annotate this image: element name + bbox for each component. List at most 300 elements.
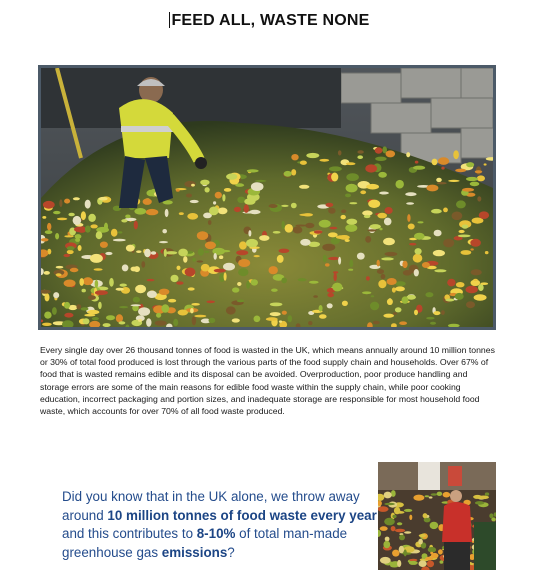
texture-speck xyxy=(395,307,402,312)
texture-speck xyxy=(85,200,91,209)
texture-speck xyxy=(191,184,195,187)
texture-speck xyxy=(338,257,341,265)
texture-speck xyxy=(90,224,97,228)
texture-speck xyxy=(96,231,103,239)
texture-speck xyxy=(329,166,342,171)
texture-speck xyxy=(134,266,140,272)
texture-speck xyxy=(391,526,396,531)
texture-speck xyxy=(466,286,478,294)
texture-speck xyxy=(266,317,278,321)
texture-speck xyxy=(322,244,335,251)
texture-speck xyxy=(147,291,157,298)
texture-speck xyxy=(333,271,338,273)
texture-speck xyxy=(277,255,284,263)
texture-speck xyxy=(173,319,178,327)
texture-speck xyxy=(64,199,70,204)
texture-speck xyxy=(298,278,307,281)
texture-speck xyxy=(53,292,59,298)
texture-speck xyxy=(119,306,128,308)
texture-speck xyxy=(187,213,198,220)
texture-speck xyxy=(319,305,323,312)
texture-speck xyxy=(56,266,64,269)
texture-speck xyxy=(190,200,199,203)
texture-speck xyxy=(404,549,407,556)
texture-speck xyxy=(162,229,167,233)
texture-speck xyxy=(462,188,474,192)
title-text: FEED ALL, WASTE NONE xyxy=(171,12,370,29)
texture-speck xyxy=(443,239,454,248)
texture-speck xyxy=(269,204,278,208)
texture-speck xyxy=(64,235,74,237)
texture-speck xyxy=(385,537,390,542)
texture-speck xyxy=(279,320,282,322)
texture-speck xyxy=(138,307,150,316)
body-paragraph: Every single day over 26 thousand tonnes of food is wasted in the UK, which means annually around 10 million tonnes or 30% of total food produced is lost through the various parts of the food supply chain and households. Over 67% of food that is wasted remains edible and its disposal can be avoided. Overproduction, poor produce handling and storage errors are some of the main reasons for edible food waste within the supply chain, while poor cooking education, incorrect packaging and portion sizes, and inadequate storage are responsible for most household food waste, which accounts for over 70% of all food waste produced. xyxy=(40,345,495,417)
texture-speck xyxy=(143,199,152,205)
texture-speck xyxy=(291,203,297,209)
texture-speck xyxy=(368,200,380,208)
texture-speck xyxy=(106,315,115,320)
texture-speck xyxy=(397,522,402,525)
texture-speck xyxy=(393,312,397,315)
texture-speck xyxy=(393,550,397,553)
texture-speck xyxy=(214,253,217,260)
texture-speck xyxy=(387,278,397,285)
texture-speck xyxy=(438,549,443,554)
texture-speck xyxy=(399,535,405,541)
texture-speck xyxy=(237,197,245,203)
texture-speck xyxy=(485,492,489,495)
texture-speck xyxy=(214,269,226,273)
texture-speck xyxy=(64,254,71,257)
texture-speck xyxy=(425,495,430,497)
texture-speck xyxy=(346,173,359,181)
texture-speck xyxy=(165,251,177,254)
texture-speck xyxy=(84,314,95,317)
texture-speck xyxy=(384,503,395,506)
texture-speck xyxy=(365,236,371,243)
texture-speck xyxy=(474,294,487,300)
texture-speck xyxy=(213,201,216,204)
texture-speck xyxy=(239,241,247,249)
texture-speck xyxy=(452,212,463,221)
texture-speck xyxy=(205,242,216,250)
texture-speck xyxy=(41,238,49,241)
texture-speck xyxy=(144,249,151,257)
texture-speck xyxy=(238,259,250,267)
texture-speck xyxy=(380,557,391,564)
texture-speck xyxy=(328,232,338,237)
texture-speck xyxy=(232,287,239,292)
texture-speck xyxy=(88,295,96,300)
texture-speck xyxy=(441,167,444,170)
texture-speck xyxy=(346,219,357,225)
texture-speck xyxy=(95,280,99,288)
texture-speck xyxy=(475,501,484,505)
texture-speck xyxy=(345,239,350,242)
texture-speck xyxy=(303,213,313,216)
texture-speck xyxy=(215,192,222,199)
texture-speck xyxy=(396,180,404,189)
texture-speck xyxy=(448,180,460,182)
texture-speck xyxy=(67,250,74,254)
texture-speck xyxy=(328,208,335,214)
texture-speck xyxy=(470,248,473,250)
texture-speck xyxy=(327,303,333,308)
callout-part4: ? xyxy=(227,544,235,560)
texture-speck xyxy=(204,251,209,254)
texture-speck xyxy=(364,215,371,218)
texture-speck xyxy=(430,322,436,325)
texture-speck xyxy=(309,281,319,284)
texture-speck xyxy=(319,220,331,228)
texture-speck xyxy=(485,251,489,254)
texture-speck xyxy=(270,303,283,307)
texture-speck xyxy=(42,323,52,326)
texture-speck xyxy=(438,157,449,165)
texture-speck xyxy=(109,278,114,287)
texture-speck xyxy=(323,255,327,263)
texture-speck xyxy=(100,242,108,248)
texture-speck xyxy=(299,185,309,189)
texture-speck xyxy=(399,321,407,325)
texture-speck xyxy=(385,252,398,256)
texture-speck xyxy=(407,214,410,222)
texture-speck xyxy=(385,207,393,214)
texture-speck xyxy=(238,268,248,276)
texture-speck xyxy=(406,152,410,157)
texture-speck xyxy=(201,264,210,272)
texture-speck xyxy=(473,495,482,499)
texture-speck xyxy=(138,319,142,322)
texture-speck xyxy=(223,263,235,271)
texture-speck xyxy=(445,299,454,302)
texture-speck xyxy=(254,255,260,257)
texture-speck xyxy=(226,173,237,179)
texture-speck xyxy=(383,314,394,318)
texture-speck xyxy=(105,252,112,255)
texture-speck xyxy=(341,215,346,219)
texture-speck xyxy=(370,224,381,229)
texture-speck xyxy=(185,268,196,277)
texture-speck xyxy=(52,307,57,315)
texture-speck xyxy=(441,310,445,315)
texture-speck xyxy=(437,492,443,496)
texture-speck xyxy=(380,526,388,531)
texture-speck xyxy=(98,302,102,309)
texture-speck xyxy=(395,281,406,286)
texture-speck xyxy=(404,531,411,533)
texture-speck xyxy=(399,546,404,554)
texture-speck xyxy=(177,266,181,270)
texture-speck xyxy=(402,261,407,268)
texture-speck xyxy=(429,496,433,498)
texture-speck xyxy=(273,231,281,234)
texture-speck xyxy=(200,180,209,186)
texture-speck xyxy=(409,515,412,520)
texture-speck xyxy=(360,190,366,194)
texture-speck xyxy=(373,321,380,325)
texture-speck xyxy=(56,273,62,276)
texture-speck xyxy=(395,286,405,291)
texture-speck xyxy=(331,173,338,182)
texture-speck xyxy=(88,214,96,222)
texture-speck xyxy=(365,164,377,172)
callout-part2: and this contributes to xyxy=(62,526,197,541)
texture-speck xyxy=(348,269,353,271)
texture-speck xyxy=(135,285,146,293)
callout-highlight-percent: 8-10% xyxy=(196,526,236,541)
texture-speck xyxy=(414,310,418,316)
texture-speck xyxy=(116,314,123,322)
texture-speck xyxy=(357,150,363,154)
texture-speck xyxy=(305,223,314,228)
texture-speck xyxy=(357,253,365,260)
texture-speck xyxy=(171,275,179,282)
texture-speck xyxy=(489,513,493,518)
texture-speck xyxy=(300,239,310,246)
texture-speck xyxy=(379,192,389,195)
texture-speck xyxy=(346,184,358,193)
texture-speck xyxy=(379,228,382,231)
texture-speck xyxy=(433,311,440,315)
texture-speck xyxy=(282,221,285,230)
texture-speck xyxy=(366,184,379,190)
texture-speck xyxy=(281,205,289,207)
texture-speck xyxy=(306,153,319,158)
texture-speck xyxy=(94,268,103,270)
texture-speck xyxy=(246,281,250,289)
texture-speck xyxy=(470,239,481,247)
texture-speck xyxy=(95,290,108,295)
texture-speck xyxy=(90,254,103,263)
callout-part1: Did you know that in the UK alone, we throw away around xyxy=(62,489,360,523)
texture-speck xyxy=(42,216,46,219)
texture-speck xyxy=(342,301,348,306)
texture-speck xyxy=(432,159,438,166)
texture-speck xyxy=(249,210,261,214)
texture-speck xyxy=(168,299,176,303)
texture-speck xyxy=(73,216,82,225)
texture-speck xyxy=(74,227,84,232)
texture-speck xyxy=(222,194,225,201)
texture-speck xyxy=(111,229,118,237)
texture-speck xyxy=(459,230,465,233)
texture-speck xyxy=(159,289,170,295)
texture-speck xyxy=(116,288,124,291)
texture-speck xyxy=(434,230,442,237)
texture-speck xyxy=(413,495,424,501)
texture-speck xyxy=(378,172,387,178)
texture-speck xyxy=(419,534,426,537)
texture-speck xyxy=(83,277,93,285)
texture-speck xyxy=(466,162,474,167)
texture-speck xyxy=(64,280,76,287)
texture-speck xyxy=(44,271,50,275)
texture-speck xyxy=(70,268,79,272)
texture-speck xyxy=(386,150,396,157)
texture-speck xyxy=(383,541,390,548)
texture-speck xyxy=(377,260,380,267)
texture-speck xyxy=(461,250,472,255)
texture-speck xyxy=(345,194,351,198)
texture-speck xyxy=(300,161,307,165)
texture-speck xyxy=(425,292,433,297)
texture-speck xyxy=(99,197,108,201)
texture-speck xyxy=(409,243,416,246)
texture-speck xyxy=(224,272,227,280)
texture-speck xyxy=(254,316,261,323)
texture-speck xyxy=(43,201,55,209)
texture-speck xyxy=(327,293,334,297)
texture-speck xyxy=(470,182,480,187)
texture-speck xyxy=(119,321,126,324)
texture-speck xyxy=(430,522,439,529)
texture-speck xyxy=(368,229,377,231)
texture-speck xyxy=(246,239,258,247)
texture-speck xyxy=(271,289,278,292)
texture-speck xyxy=(428,547,436,553)
texture-speck xyxy=(147,279,155,281)
texture-speck xyxy=(415,161,419,164)
texture-speck xyxy=(219,255,223,259)
market-stall-graphic xyxy=(378,462,496,570)
texture-speck xyxy=(392,515,396,518)
texture-speck xyxy=(414,233,425,240)
texture-speck xyxy=(237,300,245,303)
texture-speck xyxy=(377,269,384,274)
texture-speck xyxy=(236,250,248,255)
texture-speck xyxy=(194,315,206,318)
texture-speck xyxy=(191,303,200,306)
texture-speck xyxy=(423,513,428,518)
texture-speck xyxy=(118,231,122,233)
texture-speck xyxy=(209,207,219,216)
texture-speck xyxy=(76,304,81,309)
texture-speck xyxy=(478,284,484,291)
texture-speck xyxy=(433,250,445,256)
texture-speck xyxy=(480,282,488,285)
texture-speck xyxy=(308,321,312,325)
texture-speck xyxy=(178,310,188,316)
texture-speck xyxy=(125,215,130,219)
texture-speck xyxy=(121,287,130,294)
texture-speck xyxy=(417,221,423,223)
callout-highlight-tonnes: 10 million tonnes of food waste every year xyxy=(107,507,377,523)
texture-speck xyxy=(471,269,482,275)
texture-speck xyxy=(59,199,62,207)
texture-speck xyxy=(284,171,292,177)
texture-speck xyxy=(375,147,383,153)
texture-speck xyxy=(413,166,425,170)
texture-speck xyxy=(198,248,204,255)
texture-speck xyxy=(455,293,464,300)
texture-speck xyxy=(396,511,405,514)
texture-speck xyxy=(466,301,475,308)
texture-speck xyxy=(186,194,192,198)
texture-speck xyxy=(326,203,334,207)
texture-speck xyxy=(45,293,50,301)
texture-speck xyxy=(415,248,422,254)
texture-speck xyxy=(314,230,323,233)
texture-speck xyxy=(68,213,74,217)
document-title xyxy=(0,12,539,30)
texture-speck xyxy=(413,254,423,263)
texture-speck xyxy=(121,219,127,222)
texture-speck xyxy=(387,299,393,305)
texture-speck xyxy=(176,281,183,284)
texture-speck xyxy=(325,263,330,266)
texture-speck xyxy=(224,188,231,192)
texture-speck xyxy=(103,323,111,327)
texture-speck xyxy=(64,313,73,318)
texture-speck xyxy=(120,284,127,287)
texture-speck xyxy=(255,180,267,182)
texture-speck xyxy=(151,251,156,255)
texture-speck xyxy=(281,278,287,284)
texture-speck xyxy=(251,182,264,191)
texture-speck xyxy=(113,239,126,242)
texture-speck xyxy=(288,315,292,322)
texture-speck xyxy=(237,282,241,286)
texture-speck xyxy=(370,302,379,311)
texture-speck xyxy=(183,256,187,263)
did-you-know-callout xyxy=(62,488,378,562)
texture-speck xyxy=(87,310,99,314)
texture-speck xyxy=(409,561,418,565)
texture-speck xyxy=(234,207,241,212)
texture-speck xyxy=(57,218,67,221)
texture-speck xyxy=(371,295,374,297)
texture-speck xyxy=(279,249,290,253)
texture-speck xyxy=(270,312,281,316)
texture-speck xyxy=(67,246,75,250)
texture-speck xyxy=(362,291,371,294)
texture-speck xyxy=(164,249,167,257)
texture-speck xyxy=(375,157,387,161)
texture-speck xyxy=(431,209,442,214)
texture-speck xyxy=(176,189,180,192)
texture-speck xyxy=(384,492,392,499)
texture-speck xyxy=(178,249,188,257)
texture-speck xyxy=(477,196,481,201)
texture-speck xyxy=(484,163,487,165)
texture-speck xyxy=(383,238,395,246)
texture-speck xyxy=(345,224,357,232)
texture-speck xyxy=(479,211,489,219)
texture-speck xyxy=(330,227,338,230)
texture-speck xyxy=(247,169,259,172)
texture-speck xyxy=(458,235,471,238)
texture-speck xyxy=(328,257,339,260)
texture-speck xyxy=(405,192,416,196)
texture-speck xyxy=(232,318,240,322)
texture-speck xyxy=(133,297,140,303)
texture-speck xyxy=(291,154,298,160)
texture-speck xyxy=(73,197,80,200)
texture-speck xyxy=(378,280,386,288)
texture-speck xyxy=(179,212,184,215)
texture-speck xyxy=(205,187,210,192)
texture-speck xyxy=(426,317,434,320)
texture-speck xyxy=(244,204,249,213)
texture-speck xyxy=(206,301,215,304)
texture-speck xyxy=(431,493,437,496)
texture-speck xyxy=(456,282,465,287)
texture-speck xyxy=(55,233,59,239)
texture-speck xyxy=(384,518,395,526)
texture-speck xyxy=(218,208,228,215)
